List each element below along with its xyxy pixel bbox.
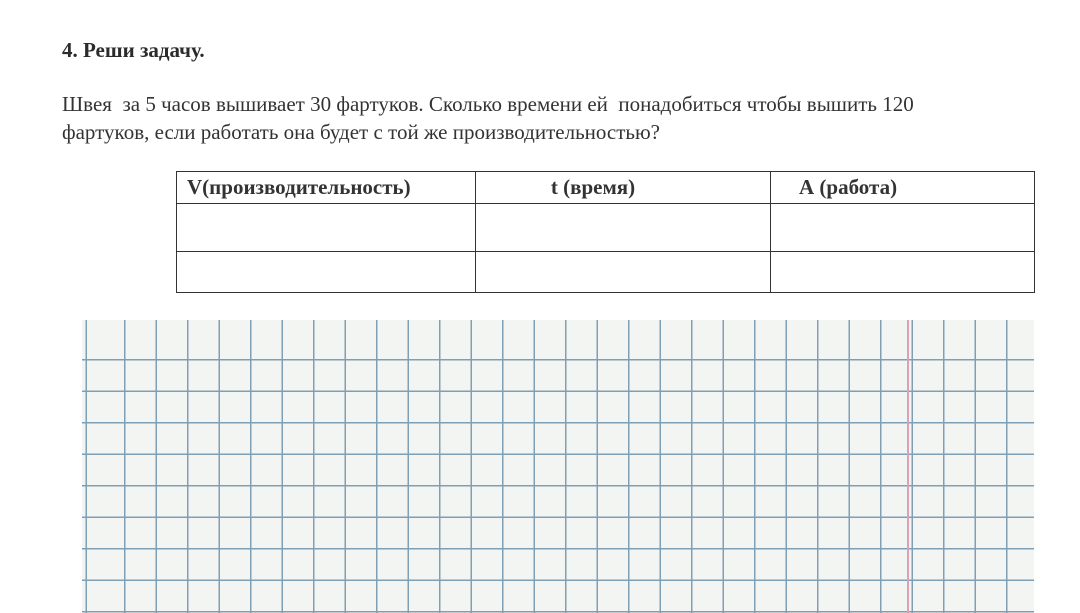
header-productivity: V(производительность)	[177, 172, 476, 204]
margin-line	[907, 320, 909, 613]
table-cell[interactable]	[177, 252, 476, 293]
table-cell[interactable]	[177, 204, 476, 252]
header-work: А (работа)	[771, 172, 1035, 204]
table-cell[interactable]	[476, 204, 771, 252]
table-row	[177, 252, 1035, 293]
grid-paper-area	[82, 320, 1034, 613]
header-time: t (время)	[476, 172, 771, 204]
solution-table	[176, 171, 1035, 293]
task-text	[62, 90, 1072, 146]
task-text-line-1: Швея за 5 часов вышивает 30 фартуков. Сколько времени ей понадобиться чтобы вышить 120	[62, 92, 914, 116]
task-title: 4. Реши задачу.	[62, 38, 205, 62]
table-cell[interactable]	[476, 252, 771, 293]
table-header-row	[177, 172, 1035, 204]
table-cell[interactable]	[771, 252, 1035, 293]
task-text-line-2: фартуков, если работать она будет с той же производительностью?	[62, 120, 661, 144]
table-row	[177, 204, 1035, 252]
table-cell[interactable]	[771, 204, 1035, 252]
